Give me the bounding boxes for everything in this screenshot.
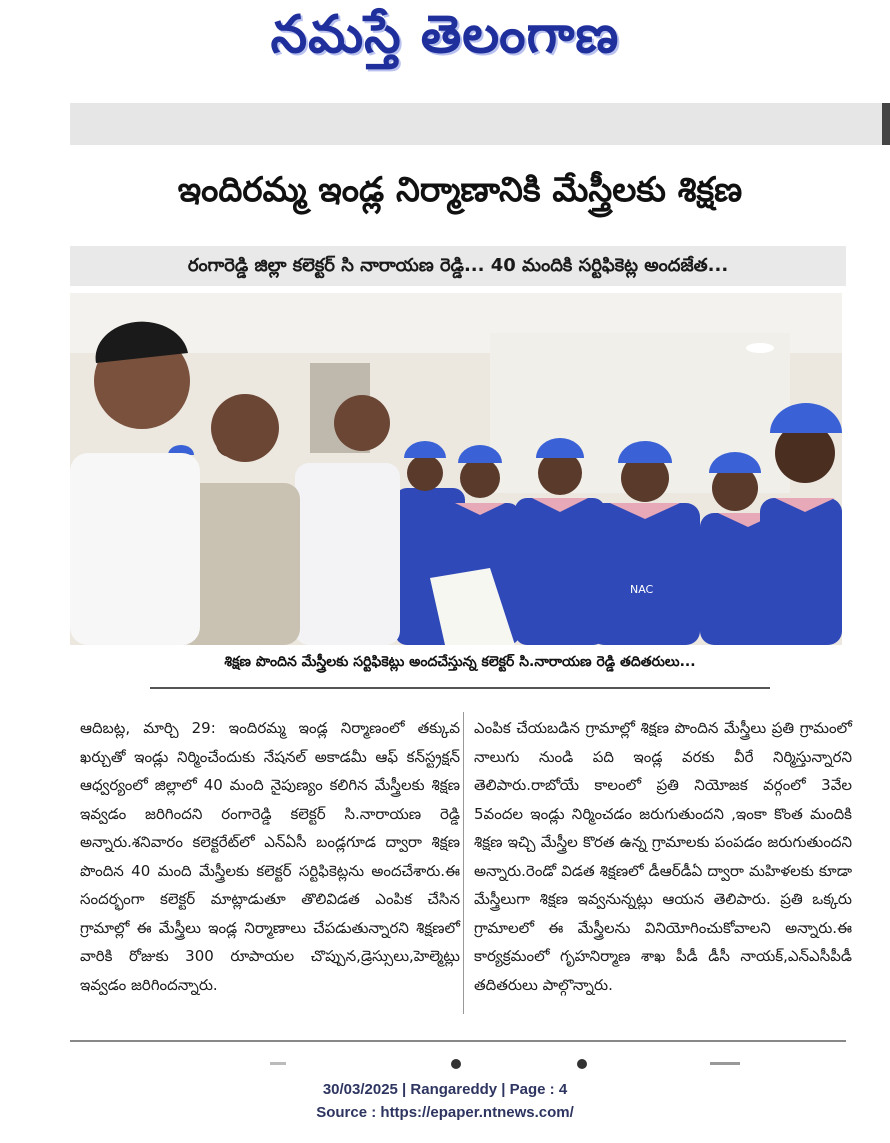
header-bar-edge [882, 103, 890, 145]
footer-source-line: Source : https://epaper.ntnews.com/ [316, 1104, 574, 1121]
page-decoration-dots [70, 1058, 846, 1070]
masthead [0, 0, 890, 95]
article-photo [70, 293, 842, 645]
article-body-right-column: ఎంపిక చేయబడిన గ్రామాల్లో శిక్షణ పొందిన మేస్త్రీలు ప్రతి గ్రామంలో నాలుగు నుండి పది ఇండ్ల వరకు వీరే నిర్మిస్తున్నారని తెలిపారు.రాబోయే కాలంలో ప్రతి నియోజక వర్గంలో 3వేల 5వందల ఇండ్లు నిర్మించడం జరుగుతుందని ,ఇంకా కొంత మందికి శిక్షణ ఇచ్చి మేస్త్రీల కొరత ఉన్న గ్రామాలకు పంపడం జరుగుతుందని అన్నారు.రెండో విడత శిక్షణలో డీఆర్‌డీఏ ద్వారా మహిళలకు కూడా మేస్త్రీలుగా శిక్షణ ఇవ్వనున్నట్లు ఆయన తెలిపారు. ప్రతి ఒక్కరు గ్రామాలలో ఈ మేస్త్రీలను వినియోగించుకోవాలని అన్నారు.ఈ కార్యక్రమంలో గృహనిర్మాణ శాఖ పీడీ డీసీ నాయక్,ఎన్ఎసీపీడీ తదితరులు పాల్గొన్నారు. [474, 719, 852, 994]
caption-underline [150, 687, 770, 689]
header-grey-bar [70, 103, 882, 145]
footer-date-line: 30/03/2025 | Rangareddy | Page : 4 [322, 1081, 568, 1098]
photo-caption: శిక్షణ పొందిన మేస్త్రీలకు సర్టిఫికెట్లు అందచేస్తున్న కలెక్టర్ సి.నారాయణ రెడ్డి తదితరులు... [224, 654, 696, 670]
column-divider [463, 712, 464, 1014]
article-subheadline: రంగారెడ్డి జిల్లా కలెక్టర్ సి నారాయణ రెడ్డి... 40 మందికి సర్టిఫికెట్ల అందజేత... [70, 246, 846, 286]
article-body-left-column: ఆదిబట్ల, మార్చి 29: ఇందిరమ్మ ఇండ్ల నిర్మాణంలో తక్కువ ఖర్చుతో ఇండ్లు నిర్మించేందుకు నేషనల్ అకాడమీ ఆఫ్ కన్‌స్ట్రక్షన్ ఆధ్వర్యంలో జిల్లాలో 40 మంది నైపుణ్యం కలిగిన మేస్త్రీలకు శిక్షణ ఇవ్వడం జరిగిందని రంగారెడ్డి కలెక్టర్ సి.నారాయణ రెడ్డి అన్నారు.శనివారం కలెక్టరేట్‌లో ఎన్ఏసీ బండ్లగూడ ద్వారా శిక్షణ పొందిన 40 మంది మేస్త్రీలకు కలెక్టర్ సర్టిఫికెట్లను అందచేశారు.ఈ సందర్భంగా కలెక్టర్ మాట్లాడుతూ తొలివిడత ఎంపిక చేసిన గ్రామాల్లో ఈ మేస్త్రీలు ఇండ్ల నిర్మాణాలు చేపడుతున్నారని శిక్షణలో వారికి రోజుకు 300 రూపాయల చొప్పున,డ్రెస్సులు,హెల్మెట్లు ఇవ్వడం జరిగిందన్నారు. [80, 719, 460, 994]
bottom-rule [70, 1040, 846, 1042]
article-headline: ఇందిరమ్మ ఇండ్ల నిర్మాణానికి మేస్త్రీలకు శిక్షణ [177, 170, 743, 210]
photo-badge-text: NAC [630, 583, 654, 596]
newspaper-title: నమస్తే తెలంగాణ [270, 4, 620, 65]
